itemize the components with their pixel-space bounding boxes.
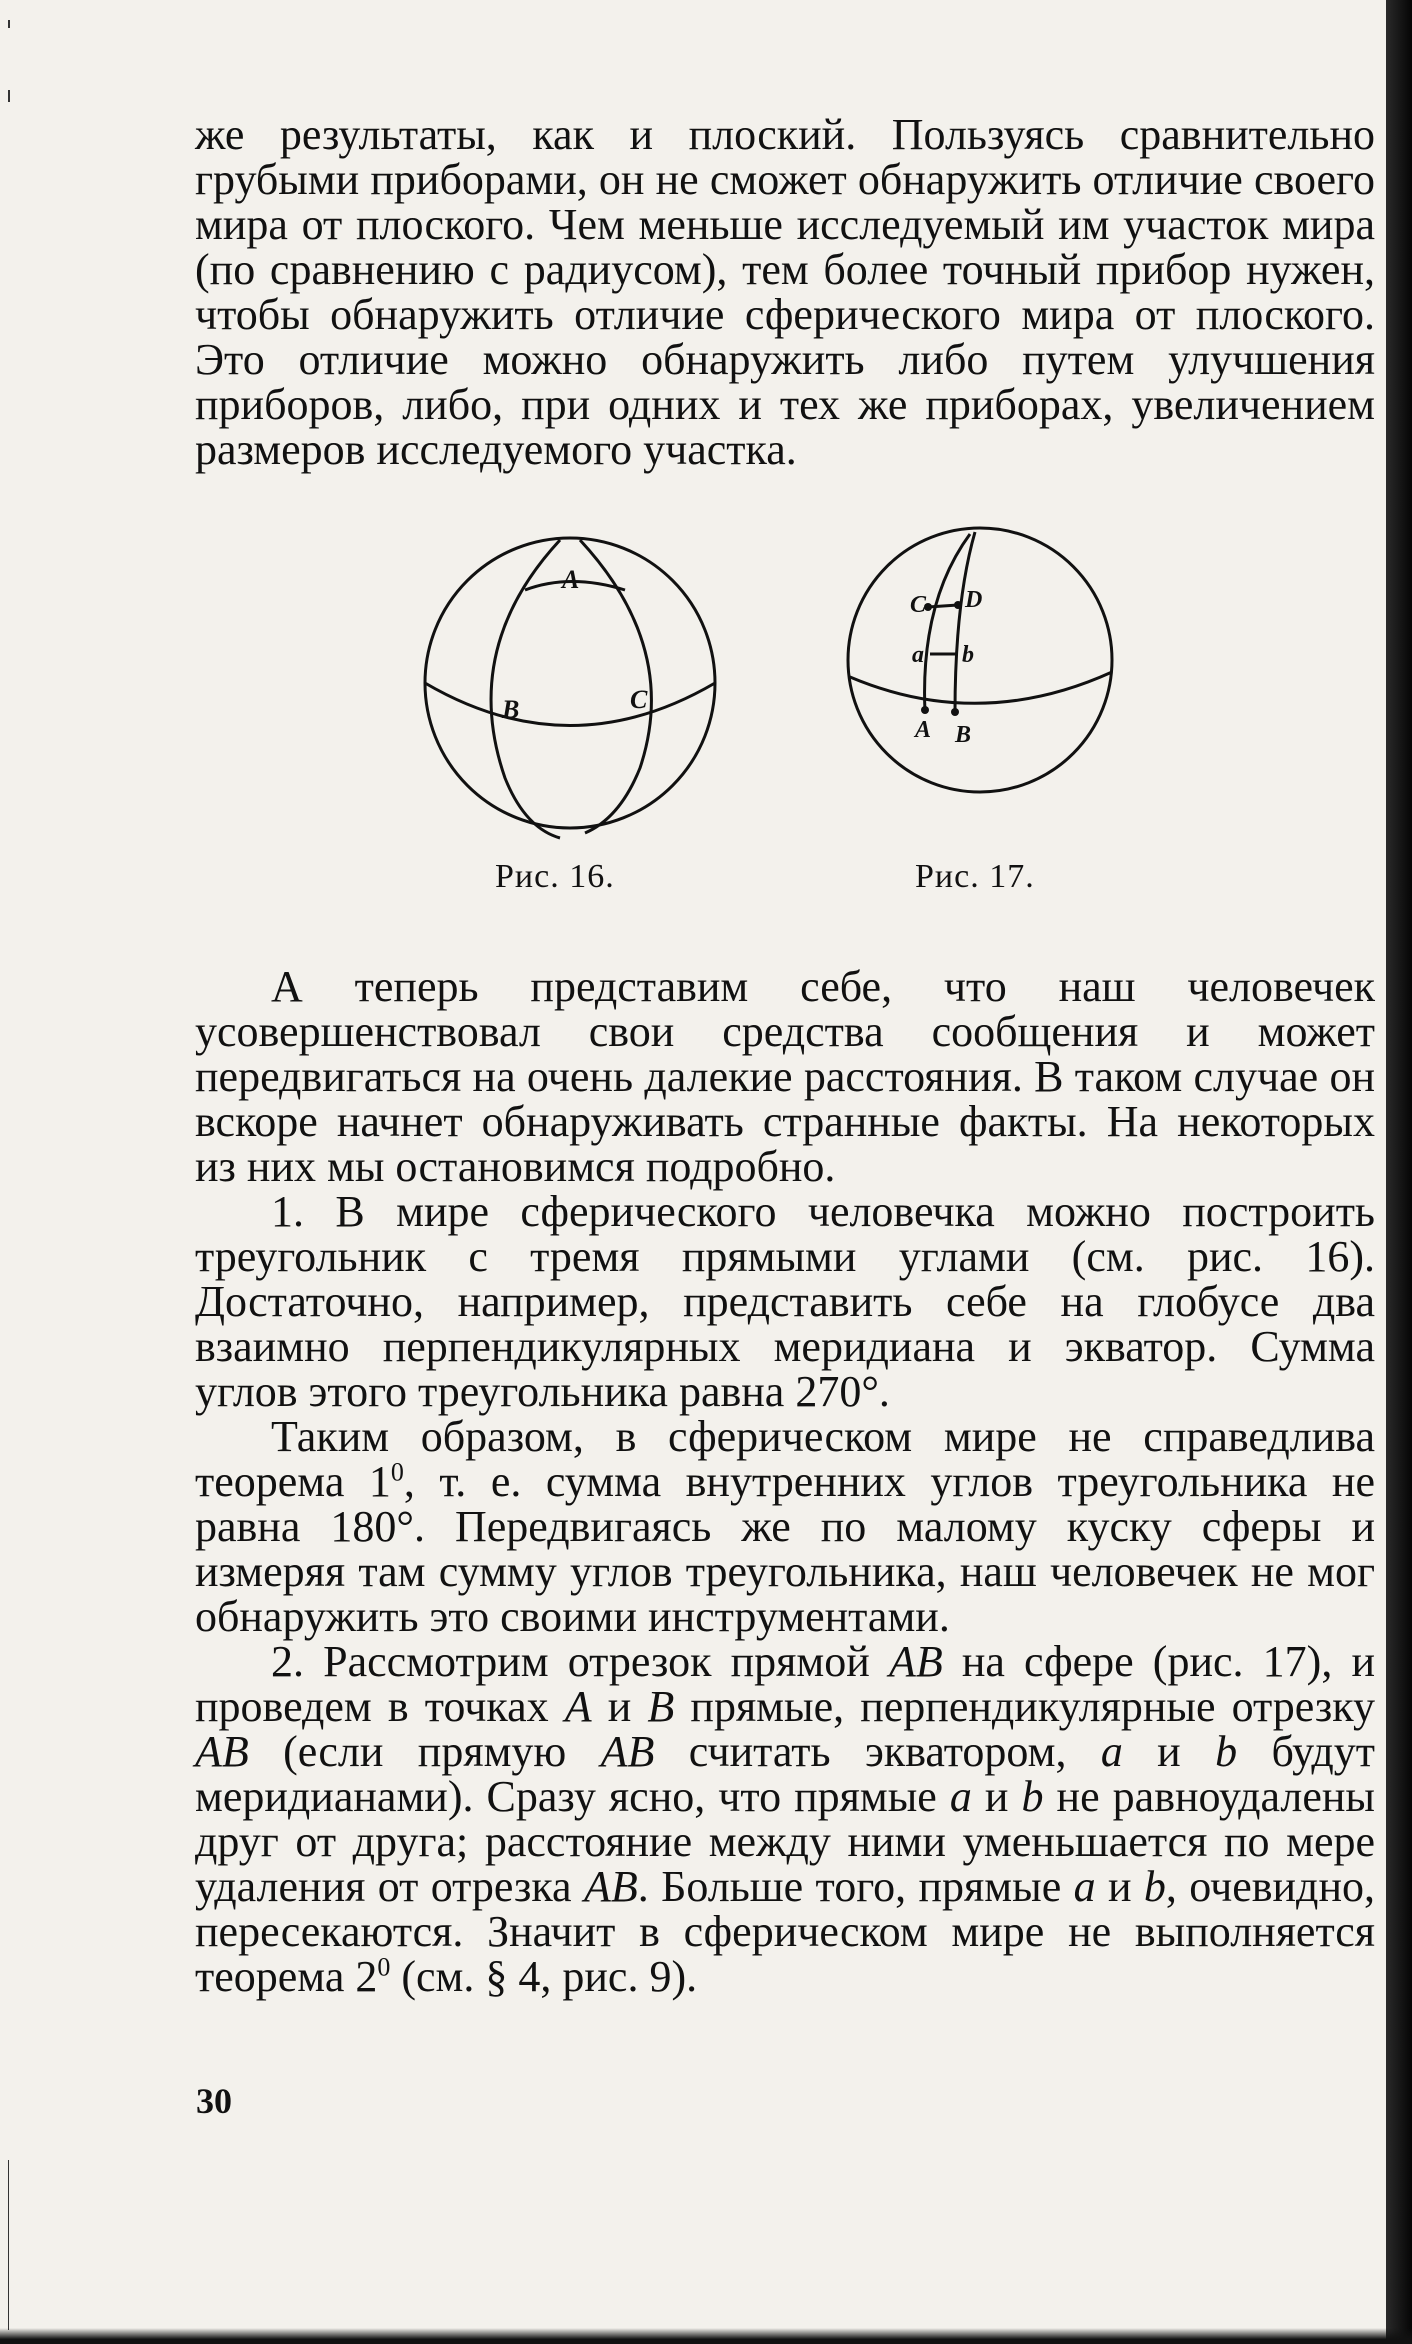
label-a: A [562, 565, 580, 594]
label-b-lower: b [962, 642, 974, 668]
text-block-bottom [195, 964, 1375, 1999]
page-bottom-shadow [0, 2328, 1412, 2344]
scan-mark [8, 90, 10, 102]
paragraph: 1. В мире сферического человечка можно построить треугольник с тремя прямыми углами (см. рис. 16). Достаточно, например, представить себе на глобусе два взаимно перпендикулярных меридиана и экватор. Сумма углов этого треугольника равна 270°. [195, 1187, 1375, 1416]
label-a-lower: a [912, 642, 924, 668]
figures-area [410, 518, 1170, 938]
scan-mark [8, 2160, 9, 2330]
point-d [954, 601, 962, 609]
equator [850, 672, 1112, 703]
equator [425, 683, 715, 726]
point-a [921, 706, 929, 714]
sphere-outline [848, 528, 1112, 792]
label-b: B [502, 695, 520, 724]
scan-mark [8, 20, 10, 28]
figure-16-diagram [410, 518, 730, 858]
label-c: C [910, 592, 927, 618]
label-c: C [630, 685, 648, 714]
meridian-a [925, 534, 970, 712]
figure-16 [410, 518, 730, 858]
point-b [951, 708, 959, 716]
label-a-upper: A [915, 717, 932, 743]
page-edge-shadow [1386, 0, 1412, 2344]
meridian-b [955, 532, 975, 712]
label-d: D [965, 587, 983, 613]
page-number: 30 [196, 2081, 232, 2121]
text-block-top [195, 112, 1375, 472]
paragraph: 2. Рассмотрим отрезок прямой AB на сфере (рис. 17), и проведем в точках A и B прямые, перпендикулярные отрезку AB (если прямую AB считать экватором, a и b будут меридианами). Сразу ясно, что прямые a и b не равноудалены друг от друга; расстояние между ними уменьшается по мере удаления от отрезка AB. Больше того, прямые a и b, очевидно, пересекаются. Значит в сферическом мире не выполняется теорема $2^0$ (см. § 4, рис. 9). [195, 1637, 1376, 2001]
figure-17-diagram [830, 512, 1130, 802]
paragraph: же результаты, как и плоский. Пользуясь сравнительно грубыми приборами, он не сможет обнаружить отличие своего мира от плоского. Чем меньше исследуемый им участок мира (по сравнению с радиусом), тем более точный прибор нужен, чтобы обнаружить отличие сферического мира от плоского. Это отличие можно обнаружить либо путем улучшения приборов, либо, при одних и тех же приборах, увеличением размеров исследуемого участка. [195, 110, 1375, 474]
paragraph: А теперь представим себе, что наш человечек усовершенствовал свои средства сообщения и может передвигаться на очень далекие расстояния. В таком случае он вскоре начнет обнаруживать странные факты. На некоторых из них мы остановимся подробно. [195, 962, 1375, 1191]
caption-figure-17: Рис. 17. [915, 858, 1035, 895]
figure-17 [830, 512, 1130, 802]
paragraph: Таким образом, в сферическом мире не справедлива теорема $1^0$, т. е. сумма внутренних углов треугольника не равна 180°. Передвигаясь же по малому куску сферы и измеряя там сумму углов треугольника, наш человечек не мог обнаружить это своими инструментами. [195, 1412, 1375, 1641]
label-b-upper: B [955, 722, 972, 748]
caption-figure-16: Рис. 16. [495, 858, 615, 895]
segment-cd [928, 605, 958, 607]
